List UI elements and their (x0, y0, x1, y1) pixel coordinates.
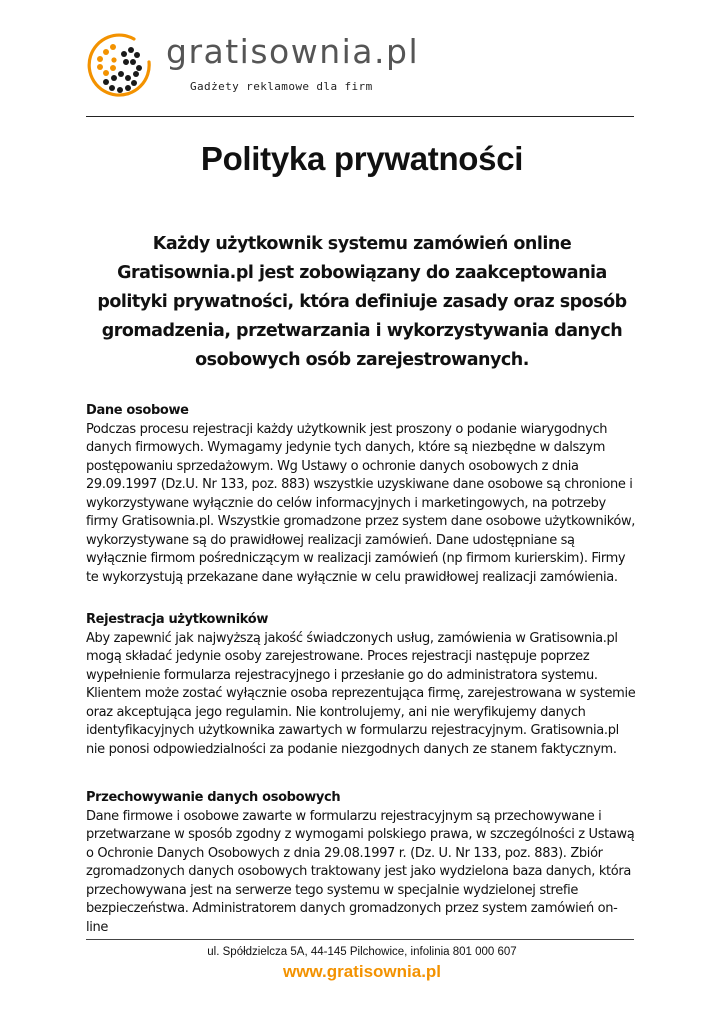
page-title: Polityka prywatności (200, 140, 524, 177)
header-divider (86, 116, 634, 117)
section-text: Aby zapewnić jak najwyższą jakość świadczonych usług, zamówienia w Gratisownia.pl mogą składać jedynie osoby zarejestrowane. Proces rejestracji następuje poprzez wypełnienie formularza rejestracyjnego i przesłanie go do administratora systemu. Klientem może zostać wyłącznie osoba reprezentująca firmę, zarejestrowana w systemie oraz akceptująca jego regulamin. Nie kontrolujemy, ani nie weryfikujemy danych identyfikacyjnych użytkownika zawartych w formularzu rejestracyjnym. Gratisownia.pl nie ponosi odpowiedzialności za podanie niezgodnych danych ze stanem faktycznym. (86, 630, 636, 757)
section-rejestracja-uzytkownikow (86, 611, 638, 759)
section-title: Rejestracja użytkowników (86, 612, 268, 627)
footer-address: ul. Spółdzielcza 5A, 44-145 Pilchowice, infolinia 801 000 607 (207, 946, 517, 958)
section-przechowywanie-danych (86, 789, 638, 937)
brand-name: gratisownia.pl (166, 32, 420, 71)
gratisownia-logo-icon (86, 32, 156, 102)
section-text: Dane firmowe i osobowe zawarte w formularzu rejestracyjnym są przechowywane i przetwarzane w sposób zgodny z wymogami polskiego prawa, w szczególności z Ustawą o Ochronie Danych Osobowych z dnia 29.08.1997 r. (Dz. U. Nr 133, poz. 883). Zbiór zgromadzonych danych osobowych traktowany jest jako wydzielona baza danych, która przechowywana jest na serwerze tego systemu w specjalnie wydzielonej strefie bezpieczeństwa. Administratorem danych gromadzonych przez system zamówień on-line (86, 808, 635, 935)
section-dane-osobowe (86, 402, 638, 587)
brand-logo (86, 30, 420, 106)
section-title: Dane osobowe (86, 403, 189, 418)
footer-website-link[interactable]: www.gratisownia.pl (282, 962, 442, 981)
brand-tagline: Gadżety reklamowe dla firm (190, 80, 373, 93)
section-text: Podczas procesu rejestracji każdy użytkownik jest proszony o podanie wiarygodnych danych firmowych. Wymagamy jedynie tych danych, które są niezbędne w dalszym postępowaniu sprzedażowym. Wg Ustawy o ochronie danych osobowych z dnia 29.09.1997 (Dz.U. Nr 133, poz. 883) wszystkie uzyskiwane dane osobowe są chronione i wykorzystywane wyłącznie do celów informacyjnych i marketingowych, na potrzeby firmy Gratisownia.pl. Wszystkie gromadzone przez system dane osobowe użytkowników, wykorzystywane są do prawidłowej realizacji zamówień. Dane udostępniane są wyłącznie firmom pośredniczącym w realizacji zamówień (np firmom kurierskim). Firmy te wykorzystują przekazane dane wyłącznie w celu prawidłowej realizacji zamówienia. (86, 421, 636, 585)
section-title: Przechowywanie danych osobowych (86, 790, 341, 805)
footer-divider (86, 939, 634, 940)
intro-paragraph: Każdy użytkownik systemu zamówień online Gratisownia.pl jest zobowiązany do zaakceptowania polityki prywatności, która definiuje zasady oraz sposób gromadzenia, przetwarzania i wykorzystywania danych osobowych osób zarejestrowanych. (97, 234, 627, 370)
